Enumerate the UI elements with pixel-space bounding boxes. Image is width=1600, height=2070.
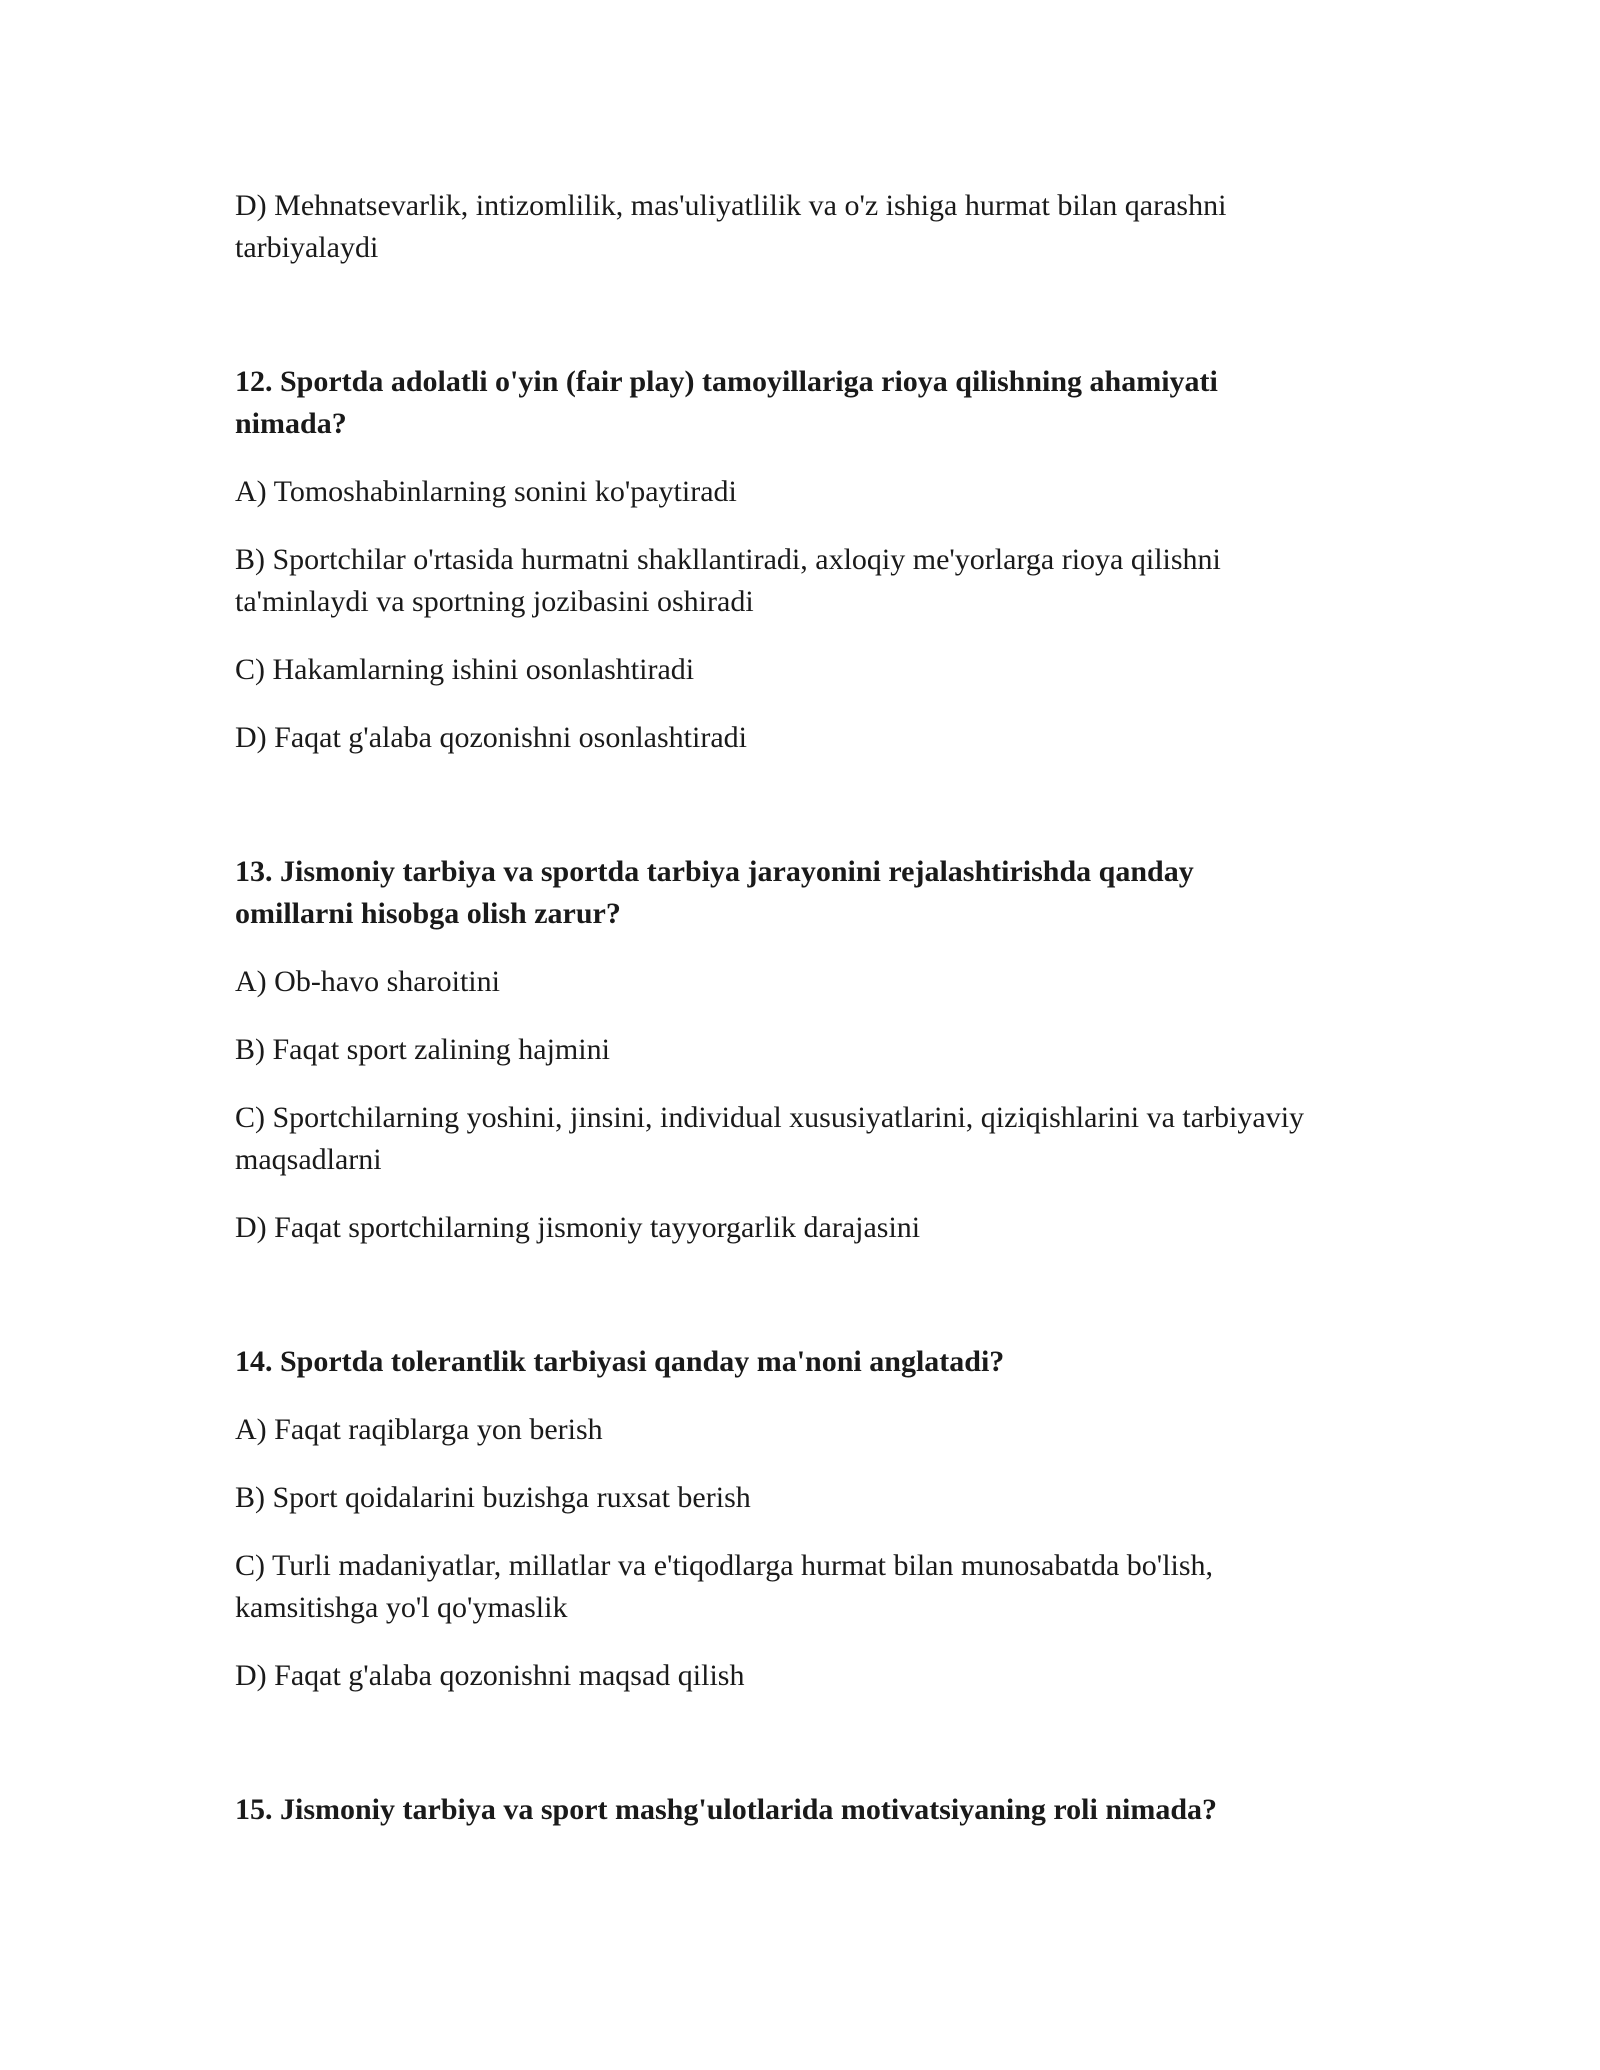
option-c: C) Sportchilarning yoshini, jinsini, individual xususiyatlarini, qiziqishlarini va tarbiyaviy bbox=[235, 1101, 1305, 1134]
question-text: 15. Jismoniy tarbiya va sport mashg'ulotlarida motivatsiyaning roli nimada? bbox=[235, 1793, 1218, 1826]
question-text: 13. Jismoniy tarbiya va sportda tarbiya jarayonini rejalashtirishda qanday bbox=[235, 855, 1194, 888]
option-d: D) Faqat sportchilarning jismoniy tayyorgarlik darajasini bbox=[235, 1211, 921, 1244]
option-a: A) Tomoshabinlarning sonini ko'paytiradi bbox=[235, 475, 737, 508]
question-text: nimada? bbox=[235, 407, 347, 440]
option-c-cont: kamsitishga yo'l qo'ymaslik bbox=[235, 1591, 568, 1624]
question-text: 12. Sportda adolatli o'yin (fair play) tamoyillariga rioya qilishning ahamiyati bbox=[235, 365, 1218, 398]
question-text: omillarni hisobga olish zarur? bbox=[235, 897, 621, 930]
option-b: B) Sport qoidalarini buzishga ruxsat berish bbox=[235, 1481, 751, 1514]
option-a: A) Faqat raqiblarga yon berish bbox=[235, 1413, 603, 1446]
option-b: B) Faqat sport zalining hajmini bbox=[235, 1033, 610, 1066]
question-text: 14. Sportda tolerantlik tarbiyasi qanday ma'noni anglatadi? bbox=[235, 1345, 1005, 1378]
option-c: C) Turli madaniyatlar, millatlar va e'tiqodlarga hurmat bilan munosabatda bo'lish, bbox=[235, 1549, 1214, 1582]
option-c: C) Hakamlarning ishini osonlashtiradi bbox=[235, 653, 695, 686]
option-b: B) Sportchilar o'rtasida hurmatni shakllantiradi, axloqiy me'yorlarga rioya qilishni bbox=[235, 543, 1221, 576]
option-line: D) Mehnatsevarlik, intizomlilik, mas'uliyatlilik va o'z ishiga hurmat bilan qarashni bbox=[235, 189, 1227, 222]
option-b-cont: ta'minlaydi va sportning jozibasini oshiradi bbox=[235, 585, 754, 618]
option-c-cont: maqsadlarni bbox=[235, 1143, 382, 1176]
option-a: A) Ob-havo sharoitini bbox=[235, 965, 500, 998]
option-d: D) Faqat g'alaba qozonishni maqsad qilish bbox=[235, 1659, 745, 1692]
option-line: tarbiyalaydi bbox=[235, 231, 379, 264]
option-d: D) Faqat g'alaba qozonishni osonlashtiradi bbox=[235, 721, 747, 754]
